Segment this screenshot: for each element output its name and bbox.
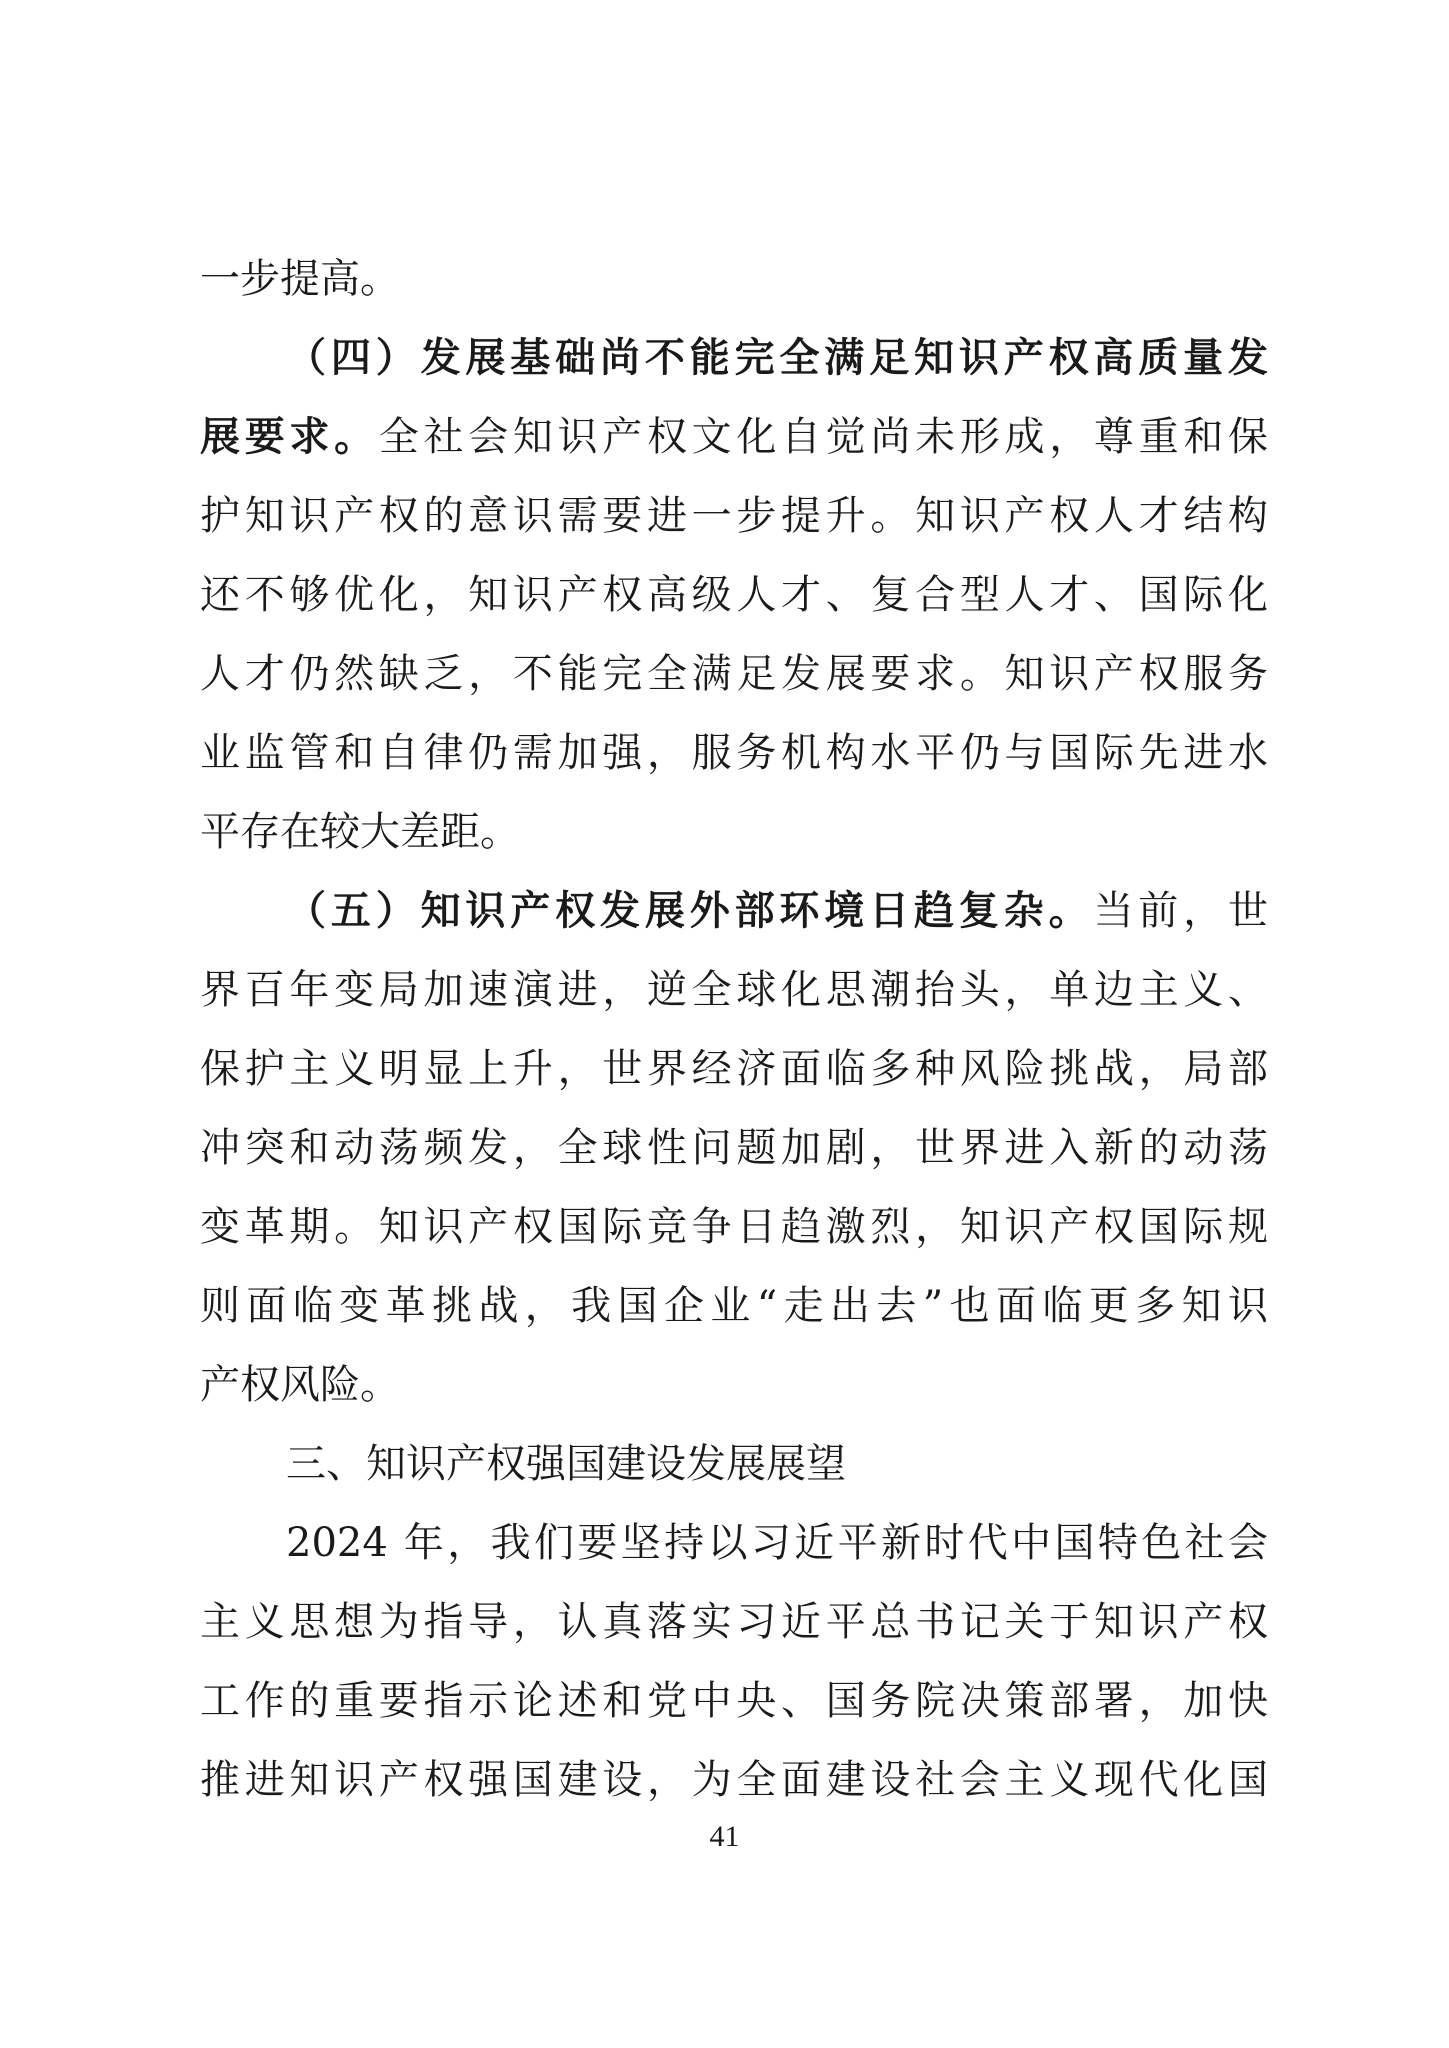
text-run: 一步提高。 <box>200 256 400 302</box>
text-line <box>200 1583 1268 1662</box>
body-text <box>200 240 1268 1820</box>
text-run: 全社会知识产权文化自觉尚未形成，尊重和保 <box>378 414 1268 460</box>
text-line <box>200 1267 1268 1346</box>
bold-run: 展要求。 <box>200 414 379 460</box>
section-heading-4 <box>200 319 1268 398</box>
text-run: 还不够优化，知识产权高级人才、复合型人才、国际化 <box>200 572 1268 618</box>
text-line <box>200 1504 1268 1583</box>
text-run: 保护主义明显上升，世界经济面临多种风险挑战，局部 <box>200 1046 1268 1092</box>
text-line <box>200 240 1268 319</box>
text-run: 平存在较大差距。 <box>200 809 520 855</box>
text-run: 2024 年，我们要坚持以习近平新时代中国特色社会 <box>286 1520 1268 1566</box>
text-line <box>200 398 1268 477</box>
text-line <box>200 1188 1268 1267</box>
text-line <box>200 1030 1268 1109</box>
text-run: 变革期。知识产权国际竞争日趋激烈，知识产权国际规 <box>200 1204 1268 1250</box>
text-run: 推进知识产权强国建设，为全面建设社会主义现代化国 <box>200 1757 1268 1803</box>
bold-run: （五）知识产权发展外部环境日趋复杂。 <box>286 888 1094 934</box>
text-line <box>200 635 1268 714</box>
heading-text: 三、知识产权强国建设发展展望 <box>286 1441 846 1487</box>
text-line <box>200 1346 1268 1425</box>
text-line <box>200 714 1268 793</box>
text-run: 当前，世 <box>1093 888 1268 934</box>
text-run: 人才仍然缺乏，不能完全满足发展要求。知识产权服务 <box>200 651 1268 697</box>
text-run: 冲突和动荡频发，全球性问题加剧，世界进入新的动荡 <box>200 1125 1268 1171</box>
page-number: 41 <box>709 1820 740 1853</box>
text-line <box>200 951 1268 1030</box>
text-run: 界百年变局加速演进，逆全球化思潮抬头，单边主义、 <box>200 967 1268 1013</box>
text-line <box>200 477 1268 556</box>
text-line <box>200 793 1268 872</box>
section-heading-5 <box>200 872 1268 951</box>
text-line <box>200 1741 1268 1820</box>
text-run: 产权风险。 <box>200 1362 400 1408</box>
bold-run: （四）发展基础尚不能完全满足知识产权高质量发 <box>286 335 1268 381</box>
text-run: 则面临变革挑战，我国企业“走出去”也面临更多知识 <box>200 1283 1268 1329</box>
text-line <box>200 1662 1268 1741</box>
text-line <box>200 1109 1268 1188</box>
text-run: 工作的重要指示论述和党中央、国务院决策部署，加快 <box>200 1678 1268 1724</box>
chapter-heading <box>200 1425 1268 1504</box>
text-run: 护知识产权的意识需要进一步提升。知识产权人才结构 <box>200 493 1268 539</box>
text-run: 主义思想为指导，认真落实习近平总书记关于知识产权 <box>200 1599 1268 1645</box>
text-line <box>200 556 1268 635</box>
text-run: 业监管和自律仍需加强，服务机构水平仍与国际先进水 <box>200 730 1268 776</box>
